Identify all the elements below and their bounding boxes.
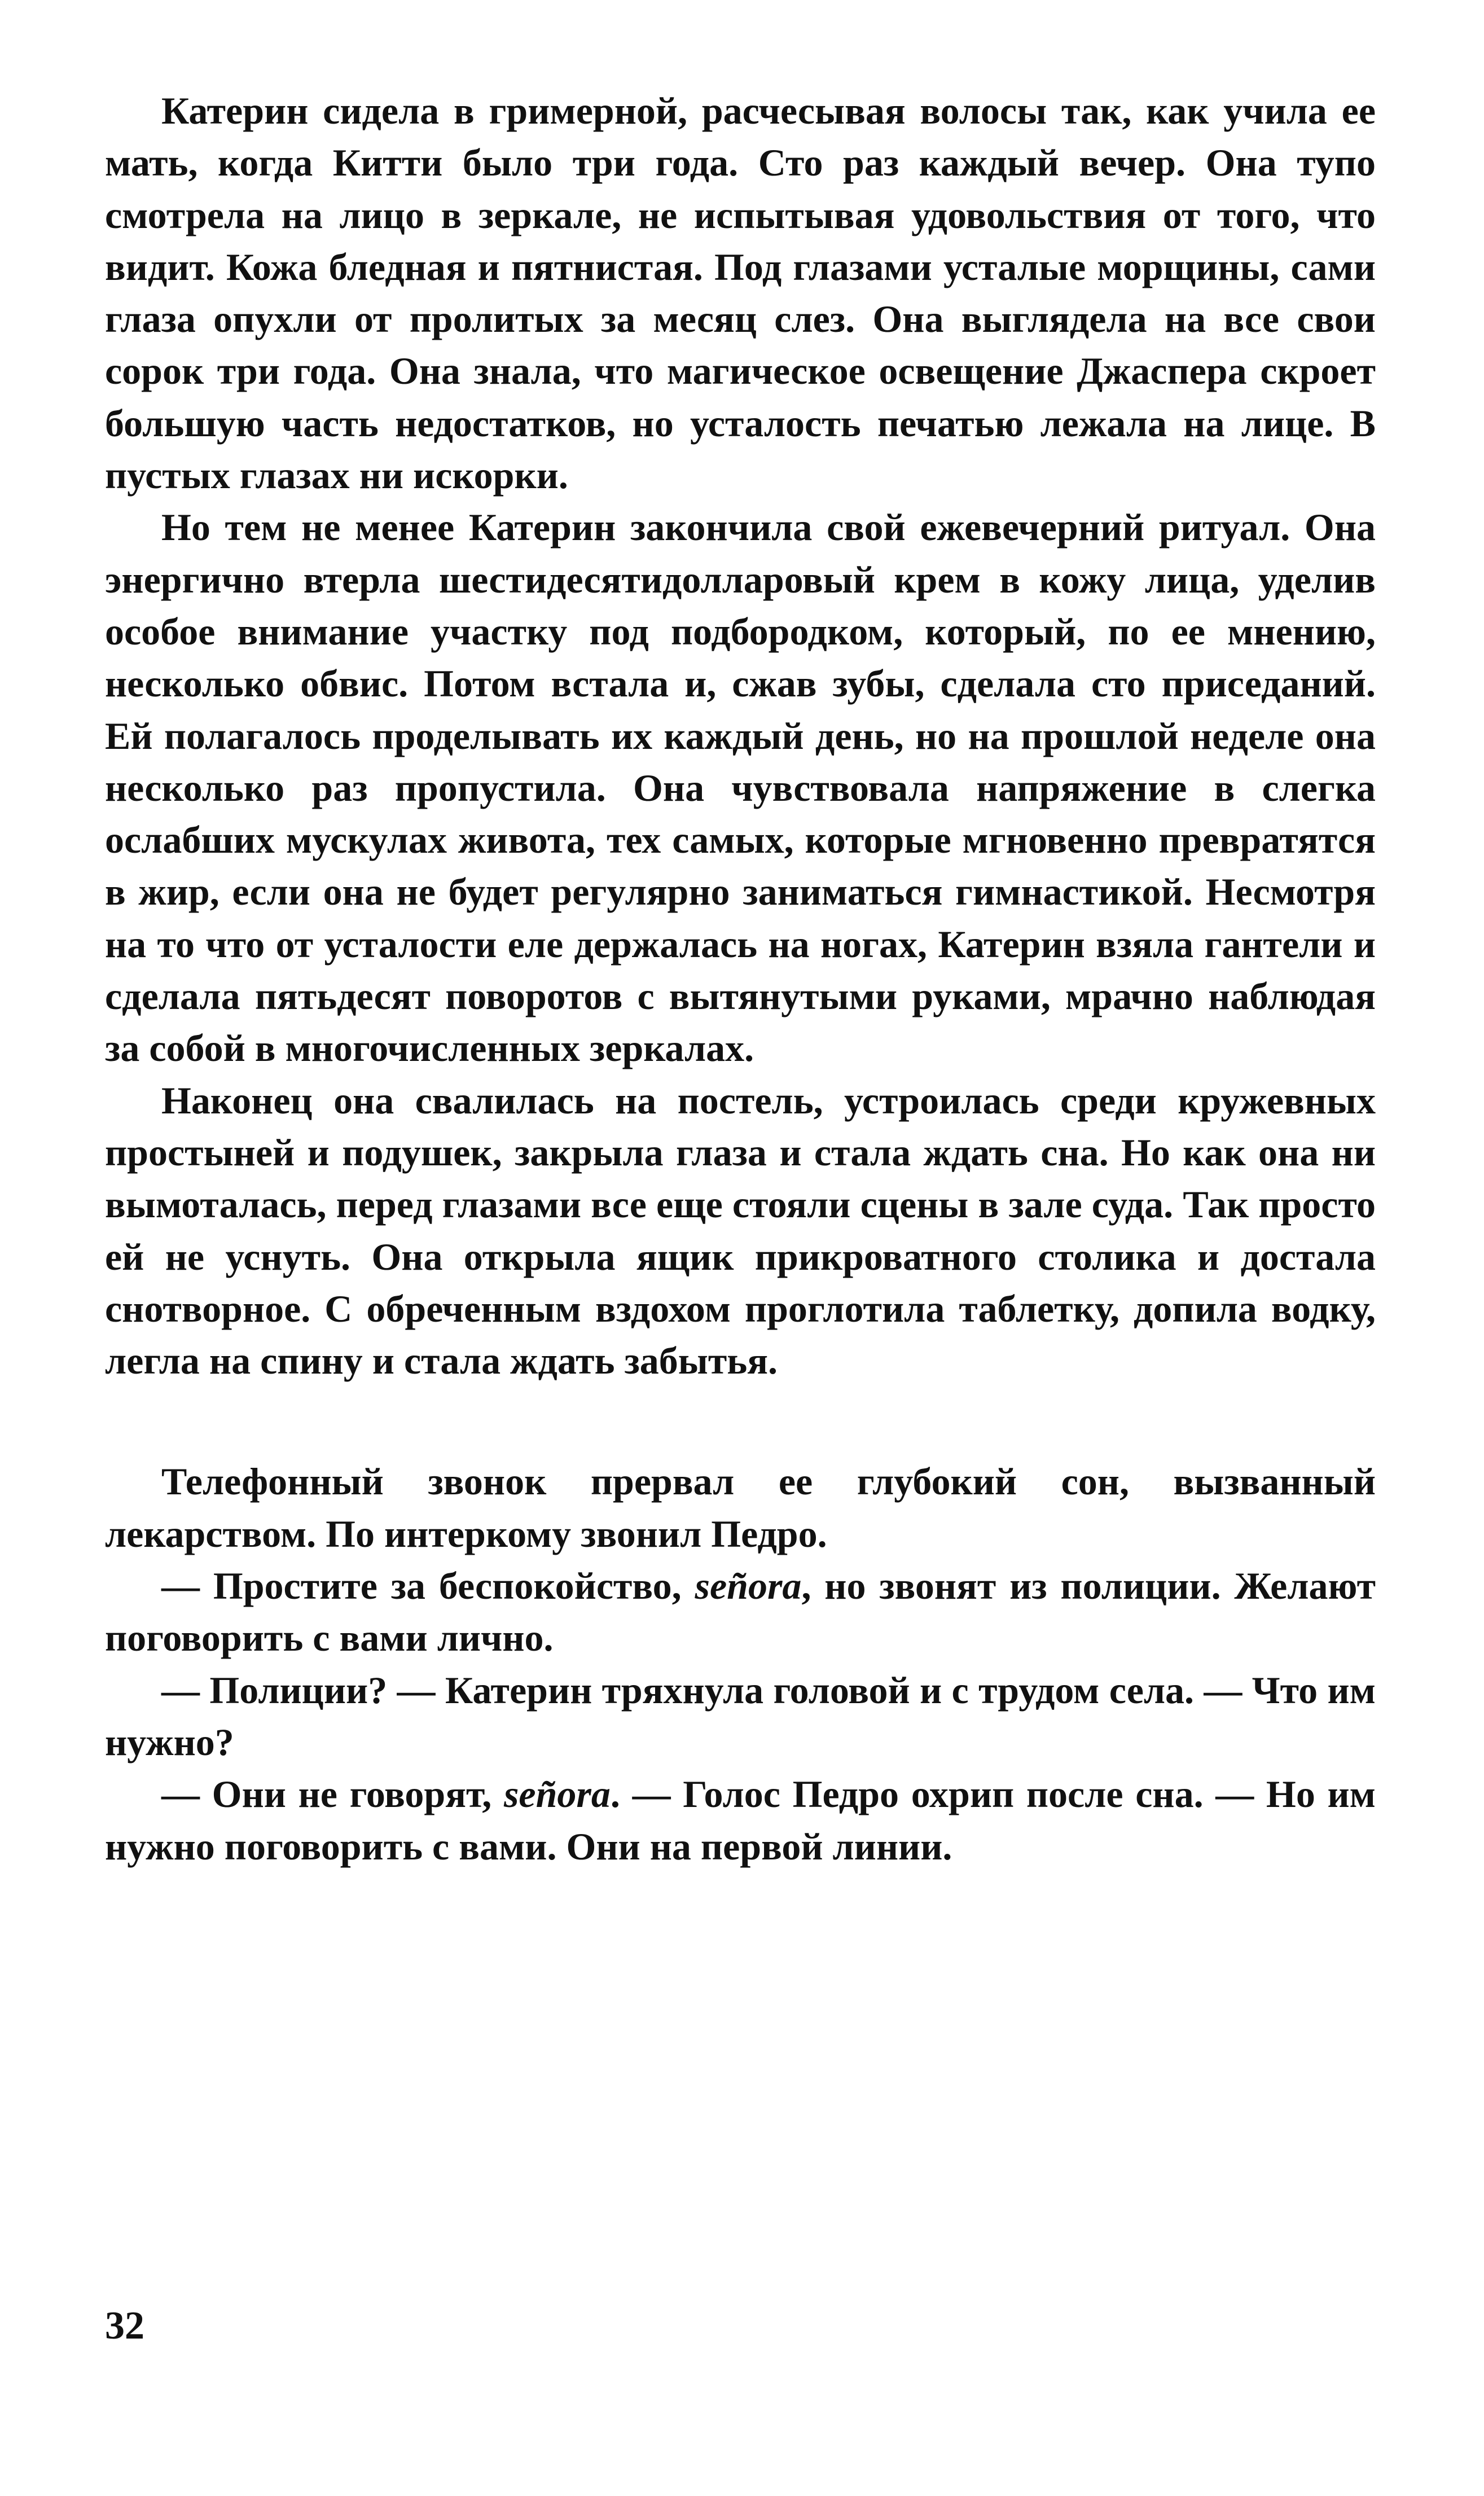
page-text <box>105 85 1376 1872</box>
paragraph: Но тем не менее Катерин закончила свой ежевечерний ритуал. Она энергично втерла шестидесятидолларовый крем в кожу лица, уделив особое внимание участку под подбородком, который, по ее мнению, несколько обвис. Потом встала и, сжав зубы, сделала сто приседаний. Ей полагалось проделывать их каждый день, но на прошлой неделе она несколько раз пропустила. Она чувствовала напряжение в слегка ослабших мускулах живота, тех самых, которые мгновенно превратятся в жир, если она не будет регулярно заниматься гимнастикой. Несмотря на то что от усталости еле держалась на ногах, Катерин взяла гантели и сделала пятьдесят поворотов с вытянутыми руками, мрачно наблюдая за собой в многочисленных зеркалах. <box>105 506 1376 1070</box>
dialogue-text: — Они не говорят, <box>161 1773 504 1816</box>
page-number: 32 <box>105 2304 144 2348</box>
dialogue-text: — Простите за беспокойство, <box>161 1564 695 1608</box>
paragraph: Телефонный звонок прервал ее глубокий сон, вызванный лекарством. По интеркому звонил Педро. <box>105 1460 1376 1555</box>
dialogue-line: — Полиции? — Катерин тряхнула головой и с трудом села. — Что им нужно? <box>105 1668 1376 1764</box>
dialogue-line <box>105 1560 1376 1664</box>
dialogue-text: , но звонят из полиции. Желают поговорить с вами лично. <box>105 1564 1376 1660</box>
paragraph: Катерин сидела в гримерной, расчесывая волосы так, как учила ее мать, когда Китти было три года. Сто раз каждый вечер. Она тупо смотрела на лицо в зеркале, не испытывая удовольствия от того, что видит. Кожа бледная и пятнистая. Под глазами усталые морщины, сами глаза опухли от пролитых за месяц слез. Она выглядела на все свои сорок три года. Она знала, что магическое освещение Джаспера скроет большую часть недостатков, но усталость печатью лежала на лице. В пустых глазах ни искорки. <box>105 89 1376 497</box>
dialogue-italic-word: señora <box>503 1773 611 1816</box>
dialogue-line <box>105 1768 1376 1872</box>
dialogue-italic-word: señora <box>695 1564 802 1608</box>
paragraph: Наконец она свалилась на постель, устроилась среди кружевных простыней и подушек, закрыла глаза и стала ждать сна. Но как она ни вымоталась, перед глазами все еще стояли сцены в зале суда. Так просто ей не уснуть. Она открыла ящик прикроватного столика и достала снотворное. С обреченным вздохом проглотила таблетку, допила водку, легла на спину и стала ждать забытья. <box>105 1078 1376 1383</box>
dialogue-text: . — Голос Педро охрип после сна. — Но им нужно поговорить с вами. Они на первой линии. <box>105 1773 1376 1868</box>
section-break <box>105 1387 1376 1455</box>
